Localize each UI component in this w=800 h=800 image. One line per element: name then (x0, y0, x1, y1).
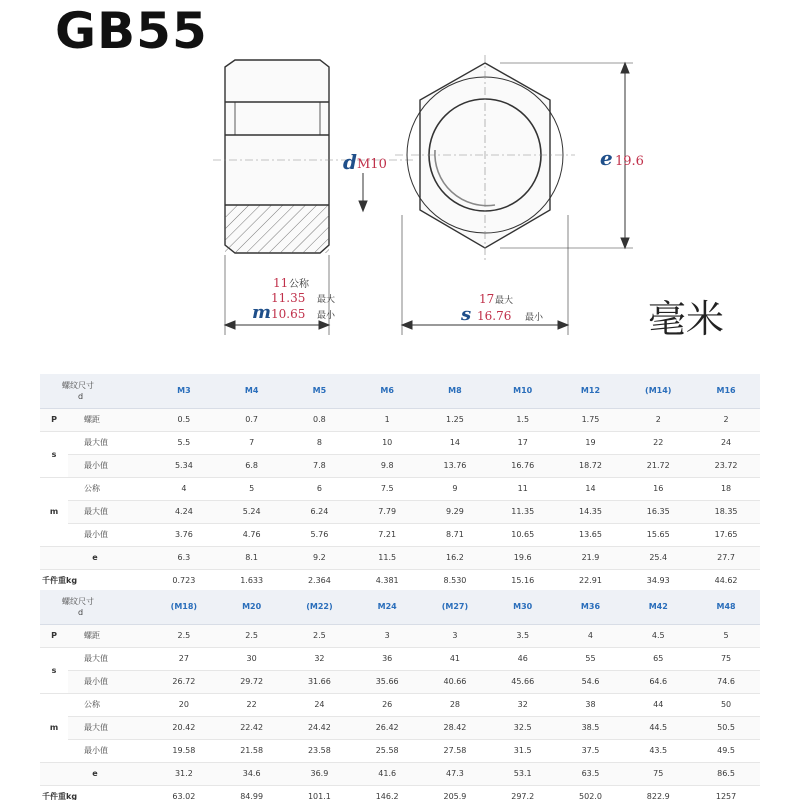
table-cell: 84.99 (218, 785, 286, 800)
e-value: 19.6 (615, 154, 644, 169)
table-cell: 75 (624, 762, 692, 785)
table-cell: 7.5 (353, 477, 421, 500)
size-header-cell: M3 (150, 374, 218, 408)
table-cell: 10 (353, 431, 421, 454)
table-cell: 22.42 (218, 716, 286, 739)
m-nominal-label: 公称 (289, 279, 309, 290)
table-cell: 2 (624, 408, 692, 431)
table-cell: 32.5 (489, 716, 557, 739)
s-max: 17 (479, 292, 495, 306)
table-cell: 27.58 (421, 739, 489, 762)
table-cell: 5 (692, 624, 760, 647)
row-symbol: P (40, 408, 68, 431)
table-cell: 14 (421, 431, 489, 454)
table-row (40, 693, 760, 716)
table-cell: 1257 (692, 785, 760, 800)
table-cell: 43.5 (624, 739, 692, 762)
hex-nut-drawing (195, 55, 645, 345)
table-cell: 2.364 (286, 569, 354, 592)
table-cell: 0.7 (218, 408, 286, 431)
table-row (40, 408, 760, 431)
size-header-cell: (M18) (150, 590, 218, 624)
table-cell: 3 (421, 624, 489, 647)
table-cell: 17.65 (692, 523, 760, 546)
size-header-cell: M20 (218, 590, 286, 624)
m-nominal: 11 (273, 276, 289, 290)
table-cell: 31.5 (489, 739, 557, 762)
table-cell: 7.21 (353, 523, 421, 546)
table-cell: 18.72 (557, 454, 625, 477)
table-row (40, 454, 760, 477)
table-cell: 3 (353, 624, 421, 647)
table-cell: 44.5 (624, 716, 692, 739)
table-cell: 24 (692, 431, 760, 454)
row-symbol: 千件重kg (40, 569, 150, 592)
thread-size-d-label: d (78, 607, 84, 617)
m-max: 11.35 (271, 291, 306, 305)
table-cell: 74.6 (692, 670, 760, 693)
table-cell: 1.5 (489, 408, 557, 431)
table-cell: 7 (218, 431, 286, 454)
table-cell: 24.42 (286, 716, 354, 739)
table-cell: 8 (286, 431, 354, 454)
row-symbol: m (40, 693, 68, 762)
table-cell: 63.02 (150, 785, 218, 800)
table-cell: 2.5 (218, 624, 286, 647)
row-label: 最大值 (68, 716, 150, 739)
table-cell: 502.0 (557, 785, 625, 800)
table-cell: 0.5 (150, 408, 218, 431)
table-cell: 21.72 (624, 454, 692, 477)
row-label: 公称 (68, 477, 150, 500)
spec-table-1 (40, 374, 760, 593)
table-cell: 14 (557, 477, 625, 500)
table-cell: 53.1 (489, 762, 557, 785)
size-header-cell: (M27) (421, 590, 489, 624)
table-cell: 55 (557, 647, 625, 670)
page-title: GB55 (55, 2, 208, 60)
table-cell: 41.6 (353, 762, 421, 785)
table-cell: 22.91 (557, 569, 625, 592)
table-cell: 86.5 (692, 762, 760, 785)
row-symbol: s (40, 647, 68, 693)
s-min: 16.76 (477, 309, 512, 323)
table-cell: 8.530 (421, 569, 489, 592)
table-cell: 8.1 (218, 546, 286, 569)
row-symbol: P (40, 624, 68, 647)
table-cell: 2 (692, 408, 760, 431)
table-cell: 146.2 (353, 785, 421, 800)
table-cell: 27 (150, 647, 218, 670)
table-cell: 23.72 (692, 454, 760, 477)
table-row (40, 500, 760, 523)
table-cell: 4 (150, 477, 218, 500)
table-cell: 13.65 (557, 523, 625, 546)
size-header-cell: M24 (353, 590, 421, 624)
table-cell: 30 (218, 647, 286, 670)
table-cell: 28.42 (421, 716, 489, 739)
size-header-cell: M36 (557, 590, 625, 624)
table-cell: 18 (692, 477, 760, 500)
table-cell: 19 (557, 431, 625, 454)
table-row (40, 647, 760, 670)
table-cell: 3.76 (150, 523, 218, 546)
m-max-label: 最大 (317, 295, 336, 305)
table-cell: 17 (489, 431, 557, 454)
row-label: 最大值 (68, 500, 150, 523)
size-header-cell: M48 (692, 590, 760, 624)
table-cell: 6.24 (286, 500, 354, 523)
table-cell: 34.93 (624, 569, 692, 592)
table-cell: 40.66 (421, 670, 489, 693)
table-cell: 19.58 (150, 739, 218, 762)
table-cell: 6.3 (150, 546, 218, 569)
table-cell: 9 (421, 477, 489, 500)
table-cell: 34.6 (218, 762, 286, 785)
s-min-label: 最小 (525, 313, 544, 323)
table-cell: 1.633 (218, 569, 286, 592)
row-symbol: m (40, 477, 68, 546)
row-label: 最大值 (68, 431, 150, 454)
table-cell: 6.8 (218, 454, 286, 477)
table-cell: 9.2 (286, 546, 354, 569)
thread-size-header (40, 590, 150, 624)
table-cell: 5.24 (218, 500, 286, 523)
table-row (40, 716, 760, 739)
table-cell: 205.9 (421, 785, 489, 800)
table-cell: 3.5 (489, 624, 557, 647)
table-cell: 18.35 (692, 500, 760, 523)
size-header-cell: M5 (286, 374, 354, 408)
table-row (40, 739, 760, 762)
table-cell: 21.9 (557, 546, 625, 569)
size-header-cell: M6 (353, 374, 421, 408)
row-label: 最小值 (68, 454, 150, 477)
table-cell: 11 (489, 477, 557, 500)
row-symbol: s (40, 431, 68, 477)
table-cell: 5.34 (150, 454, 218, 477)
table-cell: 22 (218, 693, 286, 716)
size-header-cell: M4 (218, 374, 286, 408)
table-cell: 7.79 (353, 500, 421, 523)
table-cell: 4.76 (218, 523, 286, 546)
row-label: 最小值 (68, 739, 150, 762)
table-cell: 15.16 (489, 569, 557, 592)
row-symbol: e (40, 546, 150, 569)
table-cell: 46 (489, 647, 557, 670)
unit-label: 毫米 (648, 297, 725, 341)
nut-top-view (395, 55, 575, 260)
table-cell: 44 (624, 693, 692, 716)
table-cell: 63.5 (557, 762, 625, 785)
s-symbol: s (461, 304, 472, 325)
table-cell: 49.5 (692, 739, 760, 762)
table-cell: 5 (218, 477, 286, 500)
row-symbol: e (40, 762, 150, 785)
e-symbol: e (600, 146, 613, 170)
table-cell: 20.42 (150, 716, 218, 739)
table-row (40, 523, 760, 546)
table-row (40, 785, 760, 800)
table-cell: 16.2 (421, 546, 489, 569)
table-cell: 41 (421, 647, 489, 670)
table-cell: 4.24 (150, 500, 218, 523)
table-row (40, 546, 760, 569)
table-cell: 32 (489, 693, 557, 716)
table-cell: 15.65 (624, 523, 692, 546)
table-cell: 9.8 (353, 454, 421, 477)
table-cell: 21.58 (218, 739, 286, 762)
table-cell: 31.2 (150, 762, 218, 785)
size-header-cell: (M14) (624, 374, 692, 408)
table-header-row (40, 590, 760, 624)
table-cell: 16.35 (624, 500, 692, 523)
table-cell: 297.2 (489, 785, 557, 800)
table-cell: 65 (624, 647, 692, 670)
table-cell: 5.5 (150, 431, 218, 454)
table-cell: 38 (557, 693, 625, 716)
table-cell: 4.5 (624, 624, 692, 647)
table-cell: 9.29 (421, 500, 489, 523)
table-cell: 23.58 (286, 739, 354, 762)
table-cell: 1.25 (421, 408, 489, 431)
table-row (40, 670, 760, 693)
table-cell: 36 (353, 647, 421, 670)
d-dimension (359, 173, 367, 211)
table-cell: 0.723 (150, 569, 218, 592)
table-cell: 10.65 (489, 523, 557, 546)
table-row (40, 762, 760, 785)
table-cell: 54.6 (557, 670, 625, 693)
thread-size-header (40, 374, 150, 408)
table-cell: 11.35 (489, 500, 557, 523)
table-cell: 7.8 (286, 454, 354, 477)
spec-table-2 (40, 590, 760, 800)
size-header-cell: M30 (489, 590, 557, 624)
table-cell: 101.1 (286, 785, 354, 800)
size-header-cell: M16 (692, 374, 760, 408)
table-cell: 13.76 (421, 454, 489, 477)
table-cell: 36.9 (286, 762, 354, 785)
row-label: 公称 (68, 693, 150, 716)
table-cell: 47.3 (421, 762, 489, 785)
thread-size-label: 螺纹尺寸 (62, 596, 94, 606)
size-header-cell: M42 (624, 590, 692, 624)
table-cell: 8.71 (421, 523, 489, 546)
table-cell: 31.66 (286, 670, 354, 693)
m-symbol: m (252, 302, 272, 323)
row-label: 最大值 (68, 647, 150, 670)
table-cell: 26.42 (353, 716, 421, 739)
table-cell: 28 (421, 693, 489, 716)
table-row (40, 624, 760, 647)
table-cell: 26.72 (150, 670, 218, 693)
d-symbol: d (343, 150, 357, 174)
size-header-cell: M12 (557, 374, 625, 408)
table-cell: 20 (150, 693, 218, 716)
table-cell: 35.66 (353, 670, 421, 693)
table-cell: 45.66 (489, 670, 557, 693)
table-cell: 14.35 (557, 500, 625, 523)
row-label: 螺距 (68, 624, 150, 647)
row-label: 最小值 (68, 670, 150, 693)
m-min-label: 最小 (317, 311, 336, 321)
table-cell: 22 (624, 431, 692, 454)
table-cell: 4.381 (353, 569, 421, 592)
table-cell: 822.9 (624, 785, 692, 800)
table-cell: 25.58 (353, 739, 421, 762)
size-header-cell: (M22) (286, 590, 354, 624)
table-cell: 2.5 (150, 624, 218, 647)
thread-size-label: 螺纹尺寸 (62, 380, 94, 390)
table-cell: 1.75 (557, 408, 625, 431)
table-cell: 25.4 (624, 546, 692, 569)
table-row (40, 477, 760, 500)
table-row (40, 431, 760, 454)
table-cell: 64.6 (624, 670, 692, 693)
table-cell: 37.5 (557, 739, 625, 762)
table-cell: 0.8 (286, 408, 354, 431)
table-cell: 11.5 (353, 546, 421, 569)
row-label: 最小值 (68, 523, 150, 546)
table-cell: 16 (624, 477, 692, 500)
table-cell: 26 (353, 693, 421, 716)
table-cell: 1 (353, 408, 421, 431)
row-symbol: 千件重kg (40, 785, 150, 800)
table-cell: 38.5 (557, 716, 625, 739)
m-min: 10.65 (271, 307, 306, 321)
table-cell: 44.62 (692, 569, 760, 592)
table-cell: 50.5 (692, 716, 760, 739)
s-max-label: 最大 (495, 296, 514, 306)
table-cell: 4 (557, 624, 625, 647)
table-row (40, 569, 760, 592)
size-header-cell: M8 (421, 374, 489, 408)
size-header-cell: M10 (489, 374, 557, 408)
table-cell: 2.5 (286, 624, 354, 647)
table-cell: 50 (692, 693, 760, 716)
table-cell: 32 (286, 647, 354, 670)
row-label: 螺距 (68, 408, 150, 431)
table-cell: 27.7 (692, 546, 760, 569)
table-cell: 75 (692, 647, 760, 670)
table-cell: 24 (286, 693, 354, 716)
table-header-row (40, 374, 760, 408)
table-cell: 16.76 (489, 454, 557, 477)
d-value: M10 (357, 157, 387, 172)
table-cell: 29.72 (218, 670, 286, 693)
section-hatch (225, 205, 329, 253)
table-cell: 19.6 (489, 546, 557, 569)
table-cell: 6 (286, 477, 354, 500)
table-cell: 5.76 (286, 523, 354, 546)
thread-size-d-label: d (78, 391, 84, 401)
